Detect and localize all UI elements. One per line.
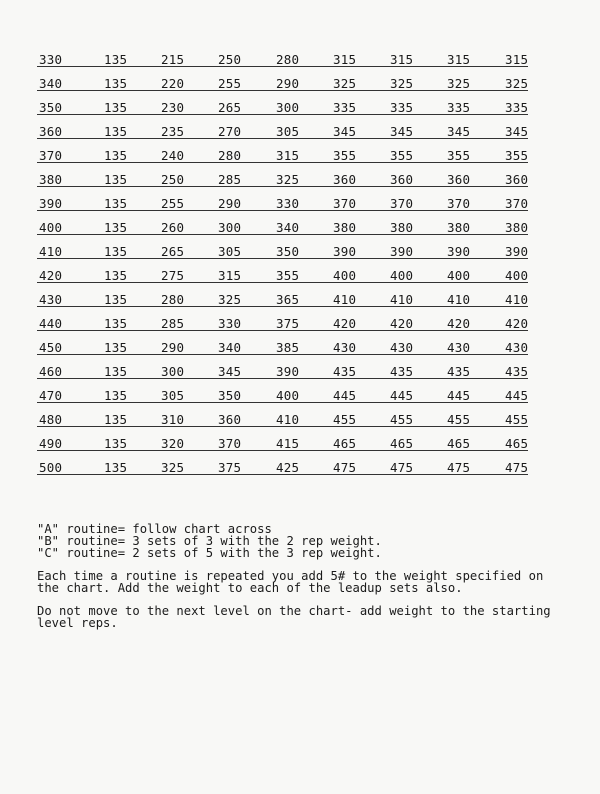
row-underline (37, 450, 528, 451)
weight-cell: 400 (333, 268, 357, 283)
weight-cell: 325 (161, 460, 185, 475)
weight-cell: 320 (161, 436, 185, 451)
weight-cell: 335 (505, 100, 529, 115)
weight-cell: 475 (333, 460, 357, 475)
weight-cell: 360 (447, 172, 471, 187)
weight-cell: 410 (505, 292, 529, 307)
level-cell: 390 (39, 196, 63, 211)
repeat-rule-line-1: Each time a routine is repeated you add 5# to the weight specified on (37, 569, 544, 583)
weight-cell: 360 (218, 412, 242, 427)
weight-cell: 430 (505, 340, 529, 355)
level-rule-line-2: level reps. (37, 616, 118, 630)
weight-cell: 135 (104, 412, 128, 427)
weight-cell: 345 (218, 364, 242, 379)
weight-cell: 280 (161, 292, 185, 307)
weight-cell: 325 (333, 76, 357, 91)
weight-cell: 465 (390, 436, 414, 451)
row-underline (37, 306, 528, 307)
weight-cell: 465 (447, 436, 471, 451)
weight-cell: 315 (505, 52, 529, 67)
weight-cell: 285 (161, 316, 185, 331)
weight-cell: 435 (447, 364, 471, 379)
weight-cell: 265 (161, 244, 185, 259)
weight-cell: 290 (276, 76, 300, 91)
table-row (0, 74, 600, 98)
weight-cell: 465 (333, 436, 357, 451)
table-row (0, 386, 600, 410)
weight-cell: 435 (390, 364, 414, 379)
table-row (0, 266, 600, 290)
weight-cell: 420 (505, 316, 529, 331)
weight-cell: 380 (390, 220, 414, 235)
weight-cell: 135 (104, 76, 128, 91)
weight-cell: 370 (390, 196, 414, 211)
weight-cell: 135 (104, 316, 128, 331)
row-underline (37, 282, 528, 283)
weight-cell: 410 (447, 292, 471, 307)
row-underline (37, 402, 528, 403)
weight-cell: 325 (447, 76, 471, 91)
weight-cell: 235 (161, 124, 185, 139)
weight-cell: 345 (333, 124, 357, 139)
weight-cell: 135 (104, 436, 128, 451)
weight-cell: 255 (218, 76, 242, 91)
weight-cell: 315 (333, 52, 357, 67)
level-cell: 350 (39, 100, 63, 115)
table-row (0, 146, 600, 170)
weight-cell: 335 (333, 100, 357, 115)
weight-cell: 135 (104, 292, 128, 307)
weight-cell: 135 (104, 244, 128, 259)
weight-cell: 290 (218, 196, 242, 211)
level-cell: 330 (39, 52, 63, 67)
weight-cell: 380 (505, 220, 529, 235)
weight-cell: 335 (447, 100, 471, 115)
weight-cell: 305 (161, 388, 185, 403)
weight-cell: 305 (218, 244, 242, 259)
weight-cell: 270 (218, 124, 242, 139)
weight-cell: 325 (276, 172, 300, 187)
weight-cell: 445 (390, 388, 414, 403)
level-cell: 440 (39, 316, 63, 331)
weight-cell: 325 (505, 76, 529, 91)
weight-cell: 415 (276, 436, 300, 451)
weight-cell: 340 (276, 220, 300, 235)
weight-cell: 135 (104, 388, 128, 403)
weight-cell: 455 (390, 412, 414, 427)
weight-cell: 260 (161, 220, 185, 235)
level-cell: 420 (39, 268, 63, 283)
weight-cell: 135 (104, 100, 128, 115)
weight-cell: 400 (447, 268, 471, 283)
weight-cell: 390 (276, 364, 300, 379)
weight-cell: 400 (390, 268, 414, 283)
weight-cell: 315 (218, 268, 242, 283)
level-cell: 490 (39, 436, 63, 451)
weight-cell: 215 (161, 52, 185, 67)
weight-cell: 445 (447, 388, 471, 403)
table-row (0, 50, 600, 74)
weight-cell: 280 (276, 52, 300, 67)
weight-cell: 430 (333, 340, 357, 355)
row-underline (37, 378, 528, 379)
weight-cell: 420 (333, 316, 357, 331)
weight-cell: 410 (333, 292, 357, 307)
weight-cell: 290 (161, 340, 185, 355)
table-row (0, 122, 600, 146)
row-underline (37, 138, 528, 139)
row-underline (37, 210, 528, 211)
weight-cell: 135 (104, 340, 128, 355)
level-cell: 340 (39, 76, 63, 91)
weight-cell: 455 (333, 412, 357, 427)
level-cell: 480 (39, 412, 63, 427)
repeat-rule-line-2: the chart. Add the weight to each of the leadup sets also. (37, 581, 463, 595)
weight-cell: 135 (104, 172, 128, 187)
weight-cell: 240 (161, 148, 185, 163)
weight-cell: 370 (218, 436, 242, 451)
weight-cell: 400 (505, 268, 529, 283)
weight-cell: 135 (104, 268, 128, 283)
weight-cell: 445 (505, 388, 529, 403)
level-cell: 360 (39, 124, 63, 139)
weight-cell: 250 (218, 52, 242, 67)
weight-cell: 325 (390, 76, 414, 91)
weight-cell: 375 (276, 316, 300, 331)
weight-cell: 445 (333, 388, 357, 403)
weight-cell: 360 (333, 172, 357, 187)
weight-cell: 325 (218, 292, 242, 307)
weight-cell: 350 (276, 244, 300, 259)
table-row (0, 362, 600, 386)
weight-cell: 340 (218, 340, 242, 355)
weight-cell: 315 (390, 52, 414, 67)
weight-cell: 135 (104, 196, 128, 211)
weight-cell: 380 (447, 220, 471, 235)
weight-cell: 475 (390, 460, 414, 475)
weight-cell: 345 (505, 124, 529, 139)
row-underline (37, 234, 528, 235)
instructions-notes (37, 523, 557, 640)
weight-cell: 330 (276, 196, 300, 211)
level-cell: 450 (39, 340, 63, 355)
weight-cell: 330 (218, 316, 242, 331)
weight-cell: 375 (218, 460, 242, 475)
level-cell: 410 (39, 244, 63, 259)
weight-cell: 435 (505, 364, 529, 379)
weight-cell: 355 (505, 148, 529, 163)
weight-cell: 390 (505, 244, 529, 259)
table-row (0, 434, 600, 458)
table-row (0, 338, 600, 362)
weight-cell: 360 (505, 172, 529, 187)
row-underline (37, 330, 528, 331)
table-row (0, 410, 600, 434)
level-cell: 370 (39, 148, 63, 163)
weight-cell: 365 (276, 292, 300, 307)
level-cell: 460 (39, 364, 63, 379)
weight-cell: 360 (390, 172, 414, 187)
level-rule-line-1: Do not move to the next level on the chart- add weight to the starting (37, 604, 551, 618)
weight-cell: 420 (390, 316, 414, 331)
row-underline (37, 354, 528, 355)
weight-cell: 355 (390, 148, 414, 163)
weight-cell: 135 (104, 364, 128, 379)
weight-cell: 385 (276, 340, 300, 355)
weight-cell: 370 (447, 196, 471, 211)
weight-cell: 265 (218, 100, 242, 115)
level-cell: 380 (39, 172, 63, 187)
weight-cell: 335 (390, 100, 414, 115)
weight-cell: 135 (104, 220, 128, 235)
weight-cell: 380 (333, 220, 357, 235)
weight-cell: 410 (276, 412, 300, 427)
routine-a-note: "A" routine= follow chart across (37, 522, 272, 536)
weight-cell: 370 (505, 196, 529, 211)
weight-cell: 455 (505, 412, 529, 427)
weight-chart-table (0, 50, 600, 482)
weight-cell: 420 (447, 316, 471, 331)
weight-cell: 135 (104, 460, 128, 475)
weight-cell: 355 (276, 268, 300, 283)
weight-cell: 370 (333, 196, 357, 211)
weight-cell: 465 (505, 436, 529, 451)
weight-cell: 475 (505, 460, 529, 475)
weight-cell: 435 (333, 364, 357, 379)
table-row (0, 194, 600, 218)
table-row (0, 170, 600, 194)
row-underline (37, 162, 528, 163)
weight-cell: 430 (447, 340, 471, 355)
routine-b-note: "B" routine= 3 sets of 3 with the 2 rep weight. (37, 534, 382, 548)
table-row (0, 458, 600, 482)
weight-cell: 315 (276, 148, 300, 163)
routine-c-note: "C" routine= 2 sets of 5 with the 3 rep weight. (37, 546, 382, 560)
weight-cell: 220 (161, 76, 185, 91)
weight-cell: 345 (447, 124, 471, 139)
row-underline (37, 426, 528, 427)
row-underline (37, 66, 528, 67)
weight-cell: 345 (390, 124, 414, 139)
weight-cell: 300 (276, 100, 300, 115)
weight-cell: 390 (447, 244, 471, 259)
weight-cell: 310 (161, 412, 185, 427)
weight-cell: 410 (390, 292, 414, 307)
weight-cell: 275 (161, 268, 185, 283)
row-underline (37, 258, 528, 259)
weight-cell: 455 (447, 412, 471, 427)
weight-cell: 135 (104, 52, 128, 67)
weight-cell: 135 (104, 124, 128, 139)
table-row (0, 218, 600, 242)
level-cell: 470 (39, 388, 63, 403)
level-cell: 500 (39, 460, 63, 475)
weight-cell: 350 (218, 388, 242, 403)
level-cell: 400 (39, 220, 63, 235)
weight-cell: 430 (390, 340, 414, 355)
weight-cell: 300 (161, 364, 185, 379)
weight-cell: 355 (333, 148, 357, 163)
row-underline (37, 114, 528, 115)
weight-cell: 250 (161, 172, 185, 187)
table-row (0, 242, 600, 266)
weight-cell: 280 (218, 148, 242, 163)
table-row (0, 314, 600, 338)
weight-cell: 475 (447, 460, 471, 475)
weight-cell: 315 (447, 52, 471, 67)
level-cell: 430 (39, 292, 63, 307)
table-row (0, 290, 600, 314)
weight-cell: 305 (276, 124, 300, 139)
weight-cell: 255 (161, 196, 185, 211)
weight-cell: 355 (447, 148, 471, 163)
weight-cell: 400 (276, 388, 300, 403)
weight-cell: 230 (161, 100, 185, 115)
weight-cell: 425 (276, 460, 300, 475)
row-underline (37, 90, 528, 91)
weight-cell: 390 (333, 244, 357, 259)
row-underline (37, 186, 528, 187)
row-underline (37, 474, 528, 475)
weight-cell: 285 (218, 172, 242, 187)
weight-cell: 300 (218, 220, 242, 235)
weight-cell: 390 (390, 244, 414, 259)
weight-cell: 135 (104, 148, 128, 163)
table-row (0, 98, 600, 122)
